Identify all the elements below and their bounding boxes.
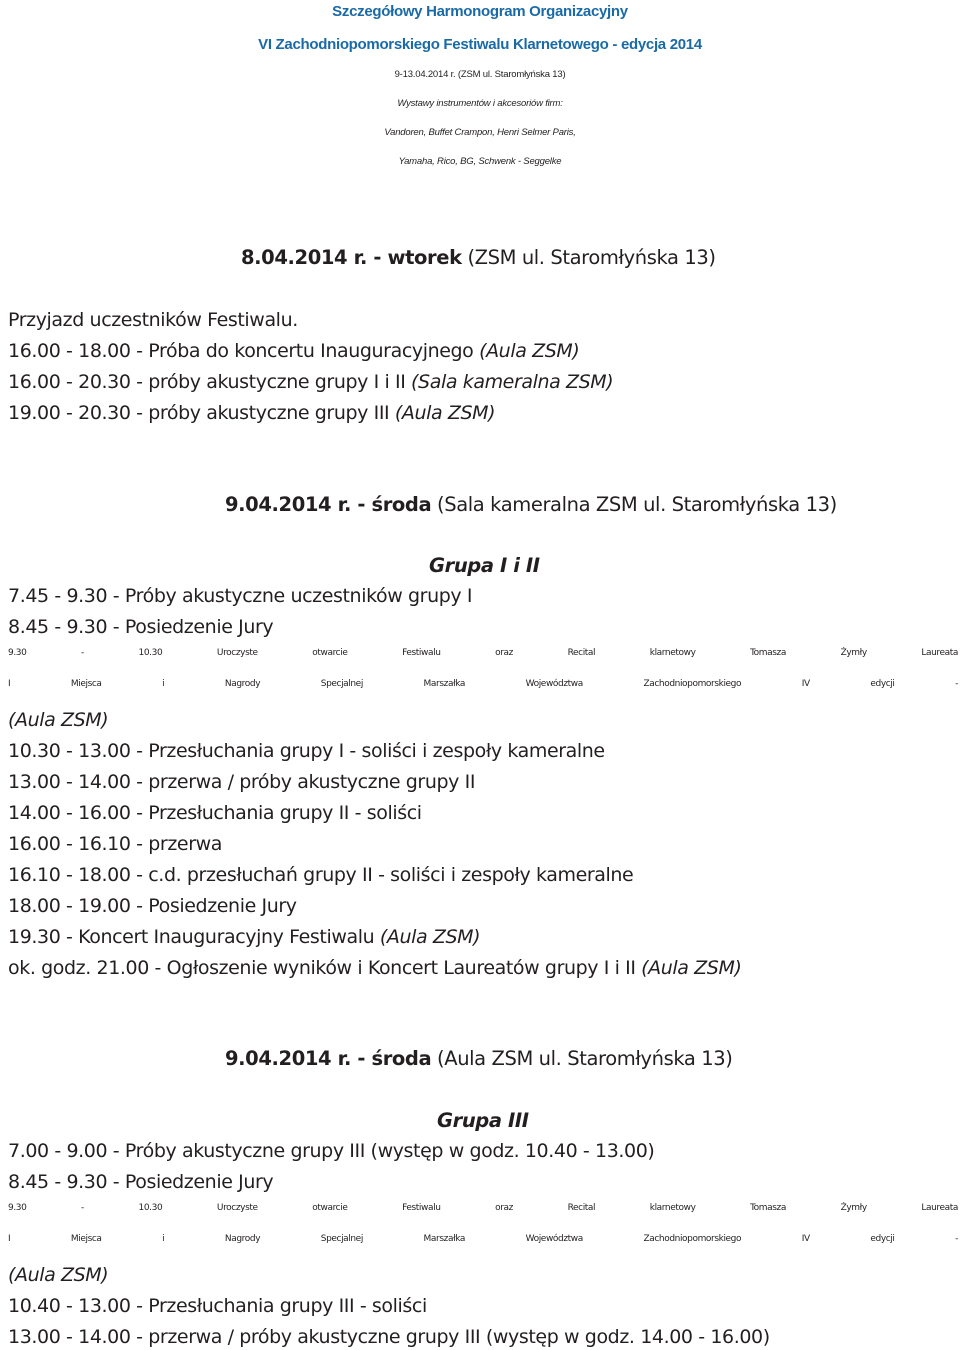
exhibitors-line-1: Vandoren, Buffet Crampon, Henri Selmer Paris, [384, 127, 576, 138]
day1-item: 16.00 - 18.00 - Próba do koncertu Inauguracyjnego (Aula ZSM) [8, 340, 580, 362]
day2-item: 14.00 - 16.00 - Przesłuchania grupy II - soliści [8, 802, 422, 824]
day2-item: 19.30 - Koncert Inauguracyjny Festiwalu (Aula ZSM) [8, 926, 481, 948]
exhibitors-line-2: Yamaha, Rico, BG, Schwenk - Seggelke [398, 156, 562, 167]
day1-heading [241, 248, 716, 268]
document-title-line-1: Szczegółowy Harmonogram Organizacyjny [332, 3, 628, 20]
day3-item: 13.00 - 14.00 - przerwa / próby akustyczne grupy III (występ w godz. 14.00 - 16.00) [8, 1326, 770, 1348]
day1-date: 8.04.2014 r. - wtorek [241, 246, 462, 269]
day3-item-venue: (Aula ZSM) [8, 1264, 109, 1286]
day3-venue: (Aula ZSM ul. Staromłyńska 13) [437, 1047, 733, 1070]
day3-item: I Miejsca i Nagrody Specjalnej Marszałka Województwa Zachodniopomorskiego IV edycji - [8, 1234, 958, 1244]
day3-item: 7.00 - 9.00 - Próby akustyczne grupy III (występ w godz. 10.40 - 13.00) [8, 1140, 655, 1162]
festival-dates-suffix: ) [562, 69, 566, 80]
day3-item: 8.45 - 9.30 - Posiedzenie Jury [8, 1171, 274, 1193]
day3-item: 10.40 - 13.00 - Przesłuchania grupy III - soliści [8, 1295, 427, 1317]
day1-venue: (ZSM ul. Staromłyńska 13) [467, 246, 716, 269]
day3-heading [225, 1049, 732, 1069]
day2-venue: (Sala kameralna ZSM ul. Staromłyńska 13) [437, 493, 837, 516]
festival-dates [0, 70, 960, 80]
day2-item: 8.45 - 9.30 - Posiedzenie Jury [8, 616, 274, 638]
day2-item: 18.00 - 19.00 - Posiedzenie Jury [8, 895, 297, 917]
day2-item: I Miejsca i Nagrody Specjalnej Marszałka Województwa Zachodniopomorskiego IV edycji - [8, 679, 958, 689]
day2-item: 16.00 - 16.10 - przerwa [8, 833, 222, 855]
day2-group-heading: Grupa I i II [429, 554, 540, 577]
day2-item: ok. godz. 21.00 - Ogłoszenie wyników i Koncert Laureatów grupy I i II (Aula ZSM) [8, 957, 742, 979]
day3-item: 9.30 - 10.30 Uroczyste otwarcie Festiwalu oraz Recital klarnetowy Tomasza Żymły Laureata [8, 1203, 958, 1213]
day2-date: 9.04.2014 r. - środa [225, 493, 432, 516]
day3-date: 9.04.2014 r. - środa [225, 1047, 432, 1070]
day2-item: 13.00 - 14.00 - przerwa / próby akustyczne grupy II [8, 771, 476, 793]
day2-heading [225, 495, 837, 515]
festival-dates-venue: ZSM ul. Staromłyńska 13 [460, 69, 563, 80]
day1-item: 19.00 - 20.30 - próby akustyczne grupy III (Aula ZSM) [8, 402, 496, 424]
day3-group-heading: Grupa III [437, 1109, 529, 1132]
festival-dates-prefix: 9-13.04.2014 r. ( [394, 69, 461, 80]
day2-item: 16.10 - 18.00 - c.d. przesłuchań grupy II - soliści i zespoły kameralne [8, 864, 634, 886]
day2-item: 7.45 - 9.30 - Próby akustyczne uczestników grupy I [8, 585, 473, 607]
day2-item: 9.30 - 10.30 Uroczyste otwarcie Festiwalu oraz Recital klarnetowy Tomasza Żymły Laureata [8, 648, 958, 658]
day2-item-venue: (Aula ZSM) [8, 709, 109, 731]
day1-item: 16.00 - 20.30 - próby akustyczne grupy I i II (Sala kameralna ZSM) [8, 371, 614, 393]
document-title-line-2: VI Zachodniopomorskiego Festiwalu Klarnetowego - edycja 2014 [258, 36, 702, 53]
day1-arrival: Przyjazd uczestników Festiwalu. [8, 309, 298, 331]
exhibitions-label: Wystawy instrumentów i akcesoriów firm: [397, 98, 563, 109]
day2-item: 10.30 - 13.00 - Przesłuchania grupy I - soliści i zespoły kameralne [8, 740, 605, 762]
